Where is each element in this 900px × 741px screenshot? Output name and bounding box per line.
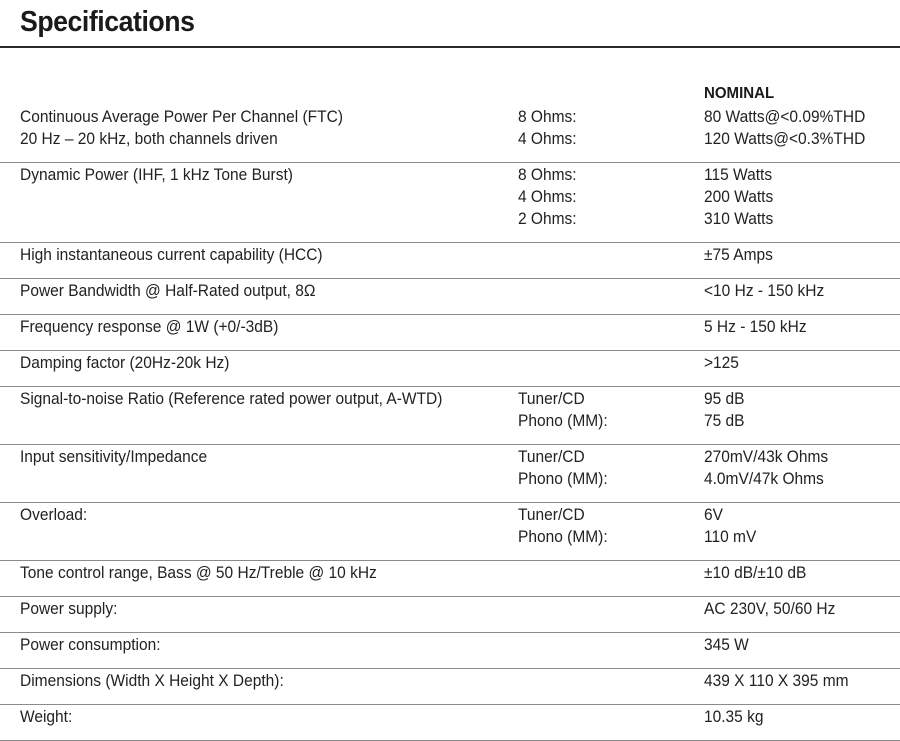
spec-label [20,446,207,468]
spec-label [20,634,161,656]
spec-condition [518,504,608,548]
spec-row [0,705,900,741]
spec-value-line: 110 mV [704,528,757,546]
spec-condition-line: 8 Ohms: [518,166,577,184]
spec-label-line: Dynamic Power (IHF, 1 kHz Tone Burst) [20,166,293,184]
spec-value-line: 120 Watts@<0.3%THD [704,130,866,148]
spec-label-line: Weight: [20,708,73,726]
spec-value-line: 6V [704,506,723,524]
spec-value [704,244,773,266]
spec-value [704,504,756,548]
spec-label-line: Signal-to-noise Ratio (Reference rated power output, A-WTD) [20,390,443,408]
spec-condition-line: 2 Ohms: [518,210,577,228]
spec-label-line: Input sensitivity/Impedance [20,448,208,466]
spec-value [704,598,835,620]
spec-value-line: 10.35 kg [704,708,764,726]
spec-label [20,598,117,620]
spec-row [0,351,900,387]
spec-label [20,244,323,266]
spec-row [0,561,900,597]
spec-condition [518,106,577,150]
spec-value [704,388,745,432]
spec-value-line: 115 Watts [704,166,773,184]
spec-condition-line: 4 Ohms: [518,188,577,206]
spec-value-line: ±75 Amps [704,246,773,264]
spec-value-line: 345 W [704,636,749,654]
spec-row [0,279,900,315]
spec-label-line: Power supply: [20,600,118,618]
spec-value [704,280,824,302]
spec-label [20,562,377,584]
page-title: Specifications [20,6,195,38]
spec-label [20,504,87,526]
spec-value [704,670,849,692]
spec-label-line: Overload: [20,506,88,524]
spec-label [20,316,278,338]
spec-condition [518,446,608,490]
spec-value-line: ±10 dB/±10 dB [704,564,807,582]
spec-condition-line: Tuner/CD [518,390,585,408]
spec-value-line: 200 Watts [704,188,774,206]
spec-value [704,446,828,490]
nominal-column-header: NOMINAL [704,85,775,102]
title-divider [0,46,900,48]
spec-label [20,164,293,186]
spec-value-line: 270mV/43k Ohms [704,448,829,466]
spec-value-line: 80 Watts@<0.09%THD [704,108,866,126]
spec-row [0,633,900,669]
spec-condition-line: 4 Ohms: [518,130,577,148]
spec-row [0,445,900,503]
spec-row [0,503,900,561]
spec-value [704,106,865,150]
spec-label-line: Tone control range, Bass @ 50 Hz/Treble @ 10 kHz [20,564,377,582]
spec-row [0,597,900,633]
spec-condition-line: 8 Ohms: [518,108,577,126]
spec-label-line: Power Bandwidth @ Half-Rated output, 8Ω [20,282,316,300]
spec-value-line: 310 Watts [704,210,774,228]
spec-condition-line: Tuner/CD [518,448,585,466]
spec-value-line: <10 Hz - 150 kHz [704,282,825,300]
spec-value-line: AC 230V, 50/60 Hz [704,600,836,618]
spec-value-line: 439 X 110 X 395 mm [704,672,849,690]
spec-row [0,315,900,351]
spec-condition-line: Tuner/CD [518,506,585,524]
spec-value [704,164,773,230]
spec-value [704,634,749,656]
spec-value [704,316,807,338]
spec-value-line: 4.0mV/47k Ohms [704,470,824,488]
spec-row [0,163,900,243]
spec-value-line: 5 Hz - 150 kHz [704,318,807,336]
spec-label-line: Continuous Average Power Per Channel (FTC) [20,108,344,126]
spec-label [20,670,284,692]
spec-label [20,280,315,302]
spec-label-line: Dimensions (Width X Height X Depth): [20,672,284,690]
spec-condition [518,164,577,230]
spec-row [0,387,900,445]
spec-label-line: 20 Hz – 20 kHz, both channels driven [20,130,278,148]
spec-row [0,105,900,163]
spec-condition [518,388,608,432]
spec-label [20,706,72,728]
spec-label-line: Frequency response @ 1W (+0/-3dB) [20,318,279,336]
spec-label-line: High instantaneous current capability (HCC) [20,246,323,264]
spec-condition-line: Phono (MM): [518,528,608,546]
spec-value-line: 75 dB [704,412,745,430]
spec-value [704,706,764,728]
specifications-table [0,105,900,741]
spec-label-line: Power consumption: [20,636,161,654]
spec-label [20,388,442,410]
spec-condition-line: Phono (MM): [518,470,608,488]
spec-label [20,106,343,150]
spec-value [704,352,739,374]
spec-label [20,352,229,374]
spec-label-line: Damping factor (20Hz-20k Hz) [20,354,230,372]
spec-row [0,669,900,705]
spec-value [704,562,806,584]
spec-value-line: 95 dB [704,390,745,408]
spec-condition-line: Phono (MM): [518,412,608,430]
spec-row [0,243,900,279]
spec-value-line: >125 [704,354,739,372]
